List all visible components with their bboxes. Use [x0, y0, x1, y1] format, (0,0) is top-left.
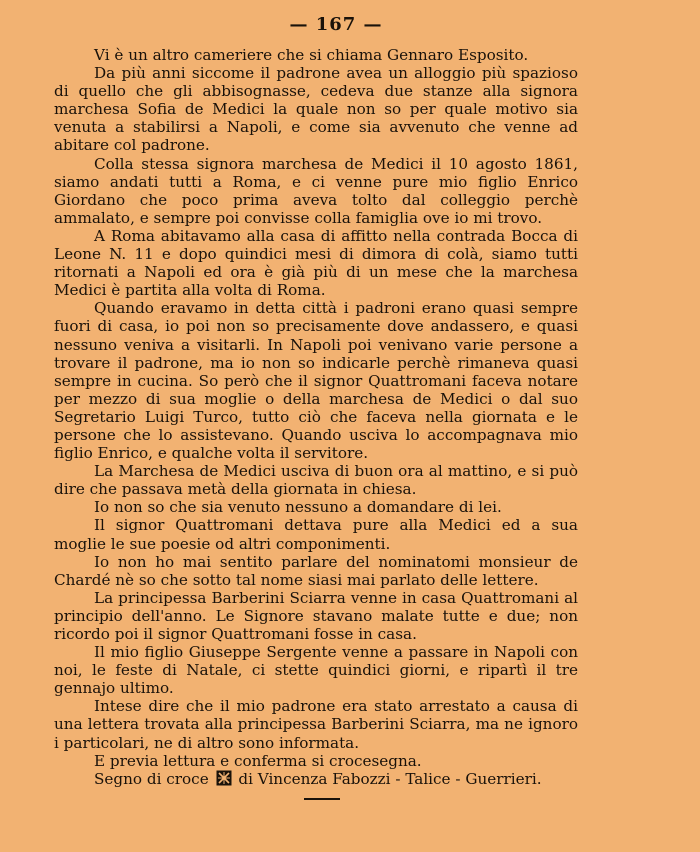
- page-number: — 167 —: [289, 14, 383, 35]
- paragraph: Io non so che sia venuto nessuno a domandare di lei.: [94, 498, 502, 517]
- paragraph: Colla stessa signora marchesa de Medici il 10 agosto 1861, siamo andati tutti a Roma, e ci venne pure mio figlio Enrico Giordano che poco prima aveva tolto dal colleggio perchè ammalato, e sempre poi convisse colla famiglia ove io mi trovo.: [54, 154, 578, 227]
- body-text: [54, 46, 578, 788]
- signature-line: [54, 770, 578, 788]
- paragraph: E previa lettura e conferma si crocesegna.: [94, 751, 422, 770]
- paragraph: Intese dire che il mio padrone era stato arrestato a causa di una lettera trovata alla principessa Barberini Sciarra, ma ne ignoro i particolari, ne di altro sono informata.: [54, 697, 578, 752]
- paragraph: Io non ho mai sentito parlare del nominatomi monsieur de Chardé nè so che sotto tal nome siasi mai parlato delle lettere.: [54, 552, 578, 589]
- paragraph: A Roma abitavamo alla casa di affitto nella contrada Bocca di Leone N. 11 e dopo quindici mesi di dimora di colà, siamo tutti ritornati a Napoli ed ora è già più di un mese che la marchesa Medici è partita alla volta di Roma.: [54, 226, 578, 300]
- paragraph: Vi è un altro cameriere che si chiama Gennaro Esposito.: [94, 46, 529, 64]
- paragraph: Il signor Quattromani dettava pure alla Medici ed a sua moglie le sue poesie od altri componimenti.: [54, 516, 578, 553]
- paragraph: La principessa Barberini Sciarra venne in casa Quattromani al principio dell'anno. Le Signore stavano malate tutte e due; non ricordo poi il signor Quattromani fosse in casa.: [54, 588, 578, 643]
- paragraph: La Marchesa de Medici usciva di buon ora al mattino, e si può dire che passava metà della giornata in chiesa.: [54, 462, 578, 499]
- paragraph: Da più anni siccome il padrone avea un alloggio più spazioso di quello che gli abbisognasse, cedeva due stanze alla signora marchesa Sofia de Medici la quale non so per quale motivo sia venuta a stabilirsi a Napoli, e come sia avvenuto che venne ad abitare col padrone.: [54, 64, 578, 155]
- cross-mark-icon: [216, 770, 232, 786]
- signature-prefix: Segno di croce: [94, 769, 209, 788]
- signature-name: di Vincenza Fabozzi - Talice - Guerrieri.: [238, 769, 542, 788]
- closing-rule: [304, 798, 340, 800]
- paragraph: Quando eravamo in detta città i padroni erano quasi sempre fuori di casa, io poi non so precisamente dove andassero, e quasi nessuno veniva a visitarli. In Napoli poi venivano varie persone a trovare il padrone, ma io non so indicarle perchè rimaneva quasi sempre in cucina. So però che il signor Quattromani faceva notare per mezzo di sua moglie o della marchesa de Medici o dal suo Segretario Luigi Turco, tutto ciò che faceva nella giornata e le persone che lo assistevano. Quando usciva lo accompagnava mio figlio Enrico, e qualche volta il servitore.: [54, 299, 578, 463]
- paragraph: Il mio figlio Giuseppe Sergente venne a passare in Napoli con noi, le feste di Natale, ci stette quindici giorni, e ripartì il tre gennajo ultimo.: [54, 643, 578, 698]
